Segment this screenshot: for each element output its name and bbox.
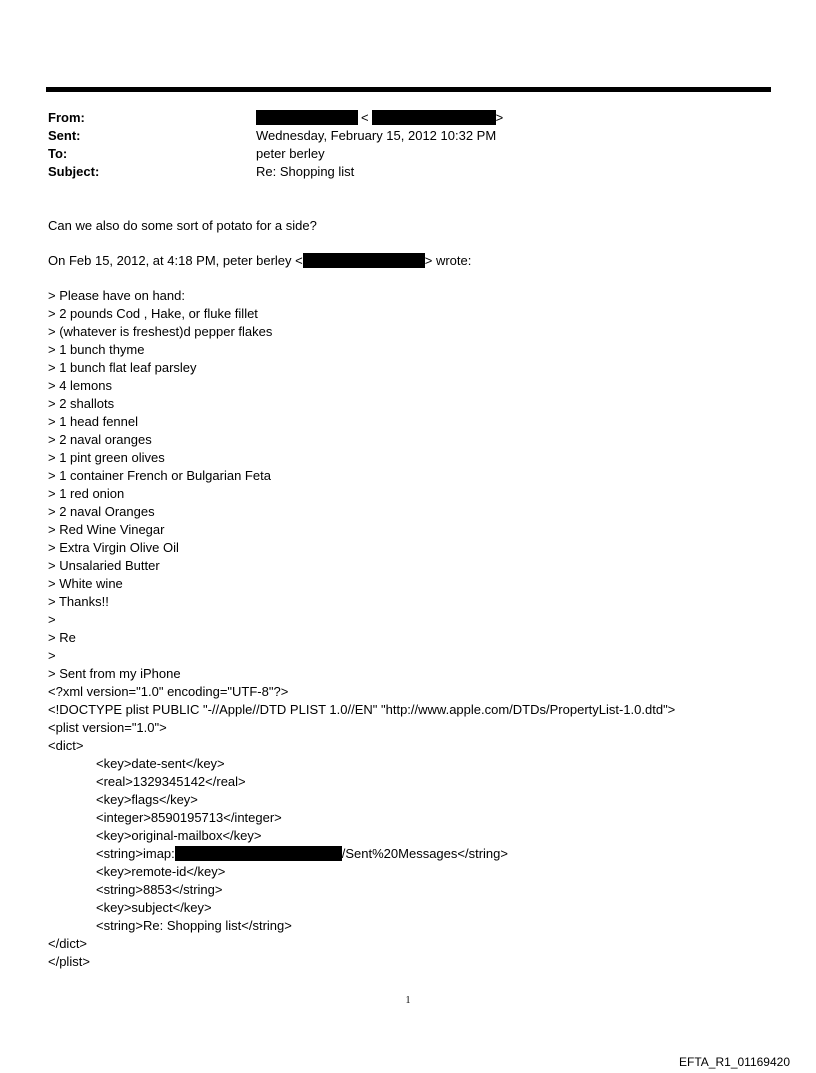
quoted-line: > Unsalaried Butter [48,558,160,573]
email-body [48,217,675,971]
attribution-line [48,252,675,270]
plist-dict-line: <string>8853</string> [96,882,223,897]
plist-dict-line: <key>subject</key> [96,900,212,915]
imap-suffix: /Sent%20Messages</string> [341,846,508,861]
plist-line: <dict> [48,738,84,753]
quoted-line: > (whatever is freshest)d pepper flakes [48,324,273,339]
plist-dict-line: <integer>8590195713</integer> [96,810,282,825]
subject-label: Subject: [48,164,100,179]
quoted-line: > 1 pint green olives [48,450,165,465]
plist-dict-line: <key>date-sent</key> [96,756,225,771]
quoted-line: > 1 head fennel [48,414,138,429]
imap-prefix: <string>imap: [96,846,175,861]
plist-imap-line [48,845,675,863]
sent-value: Wednesday, February 15, 2012 10:32 PM [256,128,497,143]
to-label: To: [48,146,68,161]
header-rule [46,87,771,92]
plist-dict-line: <key>remote-id</key> [96,864,226,879]
bates-number: EFTA_R1_01169420 [679,1055,790,1069]
quoted-line: > 1 container French or Bulgarian Feta [48,468,271,483]
quoted-line: > 2 shallots [48,396,115,411]
quoted-line: > Thanks!! [48,594,109,609]
sent-label: Sent: [48,128,81,143]
plist-block [48,683,675,971]
quoted-line: > Extra Virgin Olive Oil [48,540,179,555]
plist-dict-line: <key>flags</key> [96,792,198,807]
attribution-suffix: > wrote: [424,253,472,268]
subject-value: Re: Shopping list [256,164,355,179]
quoted-message [48,287,675,683]
from-label: From: [48,110,85,125]
plist-line: <?xml version="1.0" encoding="UTF-8"?> [48,684,289,699]
plist-line: <!DOCTYPE plist PUBLIC "-//Apple//DTD PLIST 1.0//EN" "http://www.apple.com/DTDs/PropertyList-1.0.dtd"> [48,702,676,717]
plist-dict-line: <string>Re: Shopping list</string> [96,918,292,933]
page-number: 1 [405,995,411,1006]
from-lt: < [361,110,369,125]
quoted-line: > 1 bunch flat leaf parsley [48,360,197,375]
reply-text: Can we also do some sort of potato for a side? [48,218,317,233]
quoted-line: > Sent from my iPhone [48,666,181,681]
quoted-line: > 4 lemons [48,378,112,393]
quoted-line: > [48,648,56,663]
attribution-prefix: On Feb 15, 2012, at 4:18 PM, peter berley < [48,253,303,268]
plist-line: </plist> [48,954,90,969]
to-value: peter berley [256,146,325,161]
redaction-box [256,110,358,125]
quoted-line: > Re [48,630,76,645]
redaction-box [372,110,496,125]
plist-line: <plist version="1.0"> [48,720,167,735]
quoted-line: > 1 red onion [48,486,125,501]
quoted-line: > 2 naval oranges [48,432,152,447]
plist-dict-line: <key>original-mailbox</key> [96,828,262,843]
quoted-line: > 2 naval Oranges [48,504,155,519]
plist-dict-line: <real>1329345142</real> [96,774,246,789]
redaction-box [303,253,425,268]
redaction-box [175,846,342,861]
quoted-line: > Red Wine Vinegar [48,522,165,537]
quoted-line: > 1 bunch thyme [48,342,145,357]
plist-line: </dict> [48,936,88,951]
from-gt: > [495,110,504,125]
quoted-line: > Please have on hand: [48,288,185,303]
quoted-line: > White wine [48,576,123,591]
quoted-line: > [48,612,56,627]
from-value [256,109,503,127]
quoted-line: > 2 pounds Cod , Hake, or fluke fillet [48,306,258,321]
